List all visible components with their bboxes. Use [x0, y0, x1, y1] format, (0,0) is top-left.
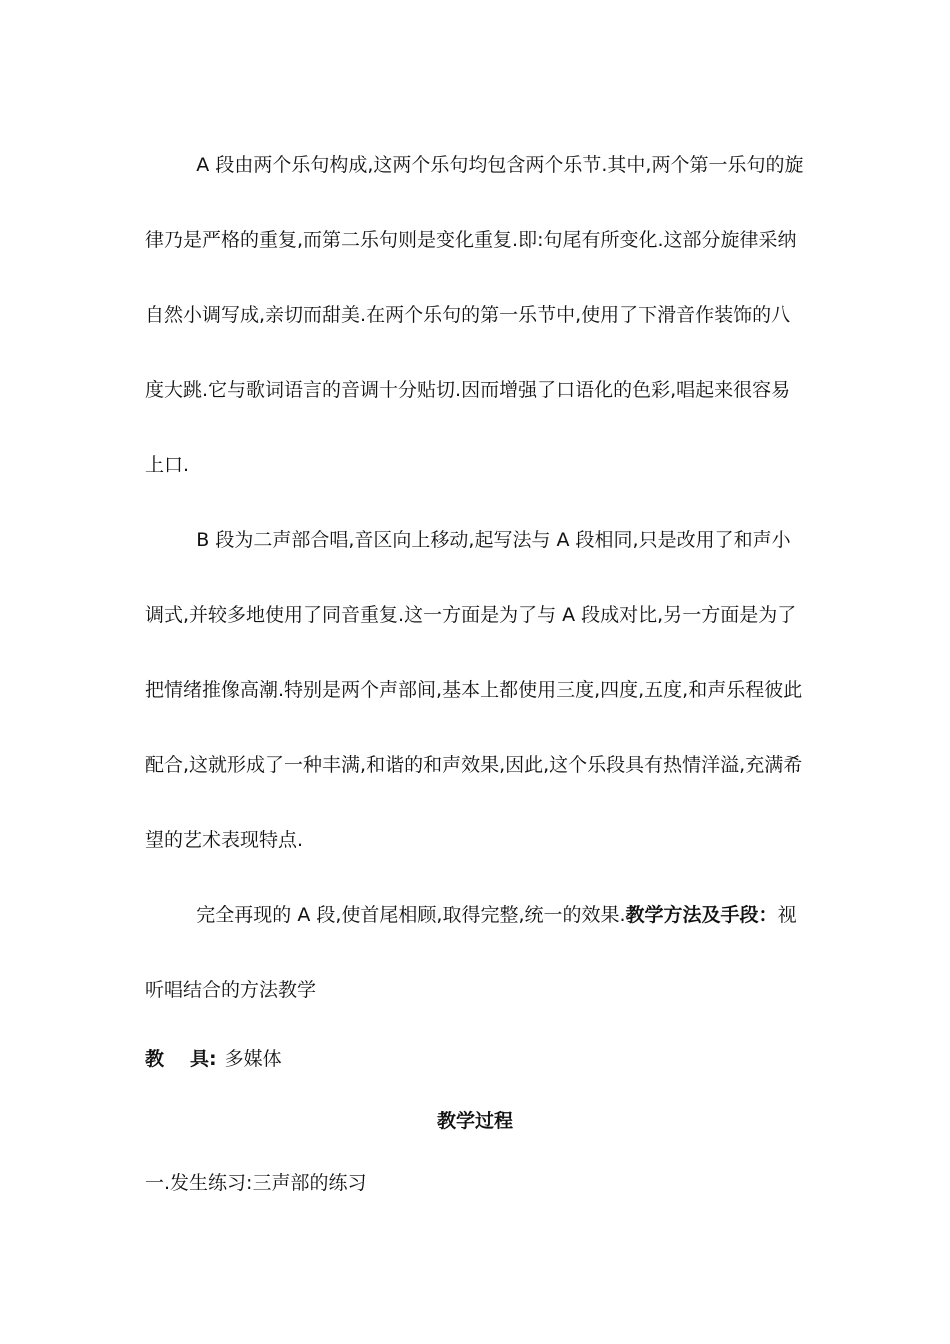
step-1-line: 一.发生练习:三声部的练习	[145, 1172, 367, 1194]
teaching-tools-value: 多媒体	[224, 1048, 282, 1070]
teaching-tools-label-b: 具:	[190, 1048, 217, 1070]
teaching-method-value: 视听唱结合的方法教学	[145, 904, 797, 1001]
teaching-method-label: 教学方法及手段：	[625, 904, 778, 926]
paragraph-b-section: B 段为二声部合唱,音区向上移动,起写法与 A 段相同,只是改用了和声小调式,并较多地使用了同音重复.这一方面是为了与 A 段成对比,另一方面是为了把情绪推像高潮.特别是两个声部间,基本上都使用三度,四度,五度,和声乐程彼此配合,这就形成了一种丰满,和谐的和声效果,因此,这个乐段具有热情洋溢,充满希望的艺术表现特点.	[145, 529, 803, 851]
teaching-tools-line	[145, 1028, 805, 1090]
reprise-text: 完全再现的 A 段,使首尾相顾,取得完整,统一的效果.	[196, 904, 626, 926]
document-body	[145, 128, 805, 1214]
paragraph-a-section: A 段由两个乐句构成,这两个乐句均包含两个乐节.其中,两个第一乐句的旋律乃是严格的重复,而第二乐句则是变化重复.即:句尾有所变化.这部分旋律采纳自然小调写成,亲切而甜美.在两个乐句的第一乐节中,使用了下滑音作装饰的八度大跳.它与歌词语言的音调十分贴切.因而增强了口语化的色彩,唱起来很容易上口.	[145, 154, 804, 476]
section-title: 教学过程	[436, 1110, 513, 1132]
teaching-tools-label-a: 教	[145, 1048, 165, 1070]
paragraph-reprise	[145, 878, 805, 1028]
